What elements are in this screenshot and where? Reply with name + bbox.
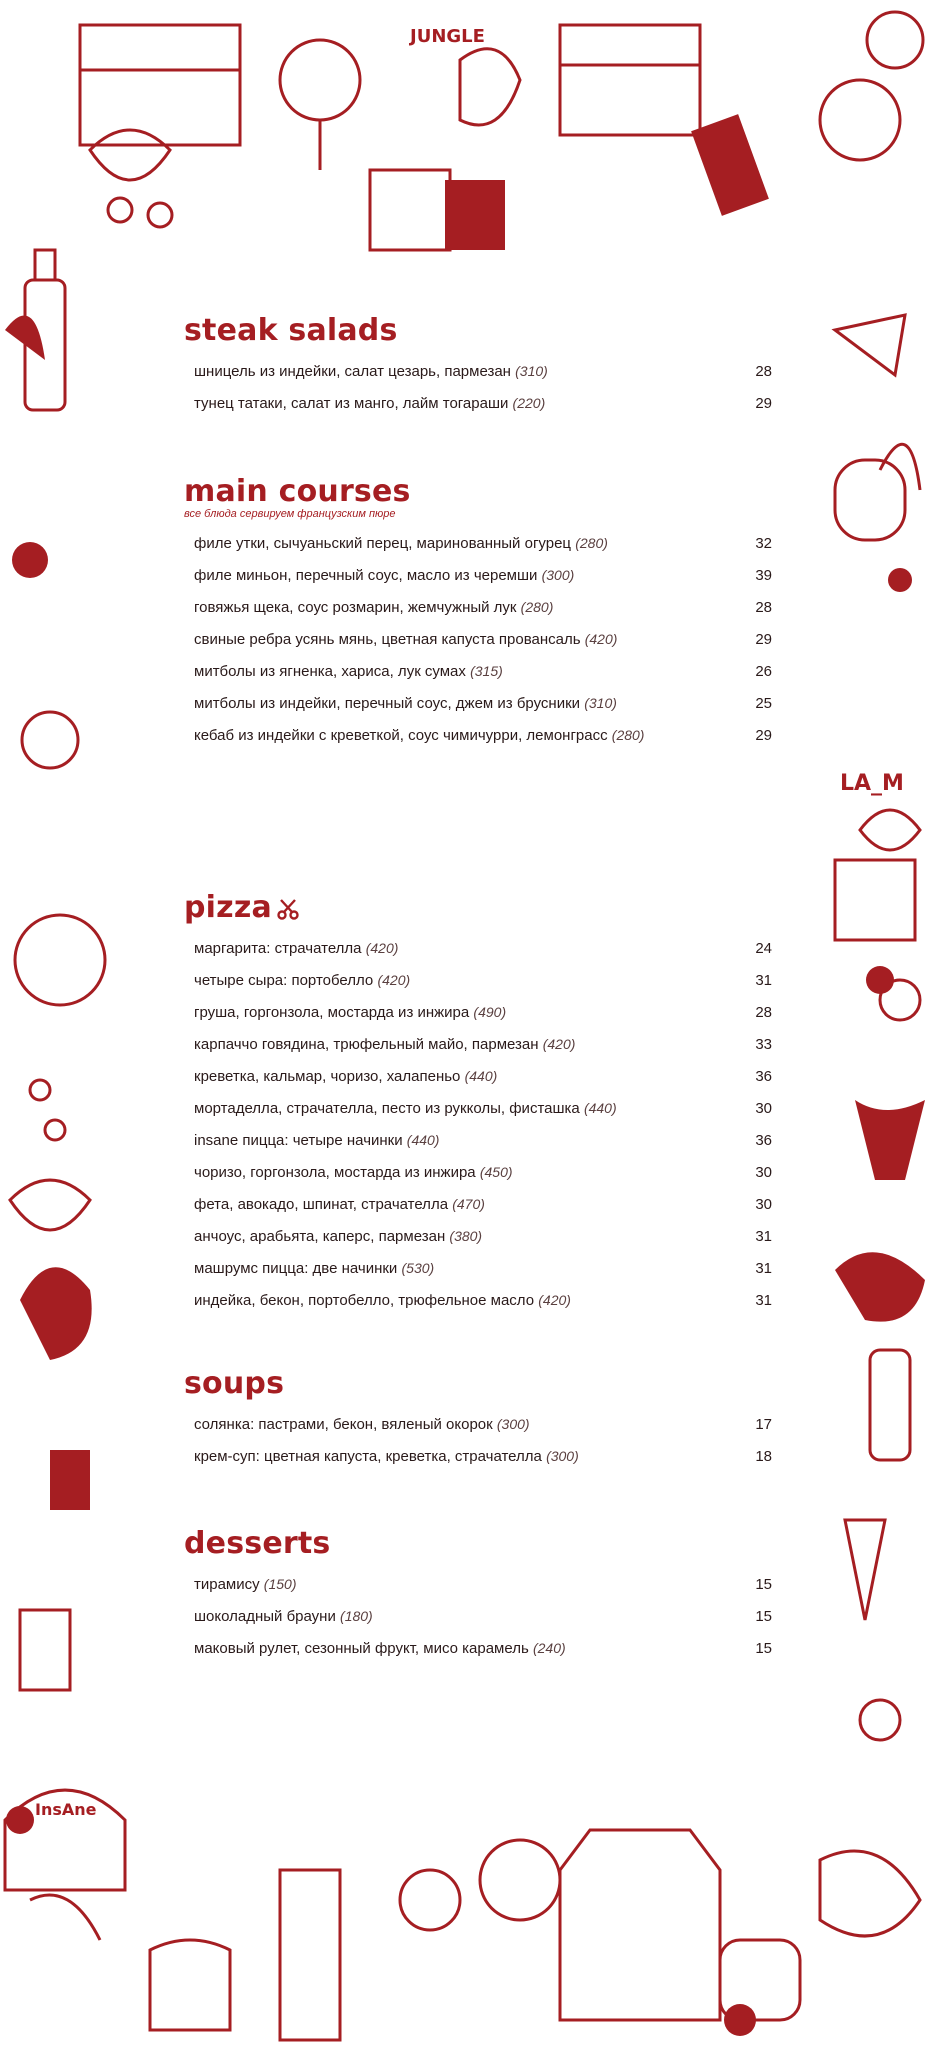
menu-item <box>184 939 784 958</box>
item-weight: (440) <box>583 1100 617 1116</box>
menu-item <box>184 1639 784 1658</box>
item-weight: (280) <box>520 599 554 615</box>
menu-item <box>184 1291 784 1310</box>
item-name: анчоус, арабьята, каперс, пармезан <box>194 1228 446 1245</box>
item-price: 28 <box>755 1004 772 1021</box>
item-name: солянка: пастрами, бекон, вяленый окорок <box>194 1416 493 1433</box>
item-name: индейка, бекон, портобелло, трюфельное масло <box>194 1292 535 1309</box>
item-price: 15 <box>755 1640 772 1657</box>
menu-item <box>184 1227 784 1246</box>
items-list <box>184 534 784 745</box>
piano-illustration-right <box>560 25 700 135</box>
item-name: свиные ребра усянь мянь, цветная капуста провансаль <box>194 631 581 648</box>
item-weight: (440) <box>406 1132 440 1148</box>
menu-item <box>184 534 784 553</box>
section-steak-salads <box>184 314 784 426</box>
item-weight: (310) <box>515 363 548 379</box>
item-name: чоризо, горгонзола, мостарда из инжира <box>194 1164 476 1181</box>
item-name: креветка, кальмар, чоризо, халапеньо <box>194 1068 461 1085</box>
item-price: 31 <box>755 1260 772 1277</box>
menu-item <box>184 1415 784 1434</box>
section-title <box>184 891 784 925</box>
item-name: шоколадный брауни <box>194 1608 336 1625</box>
menu-item <box>184 1607 784 1626</box>
item-price: 17 <box>755 1416 772 1433</box>
item-price: 29 <box>755 631 772 648</box>
menu-item <box>184 1131 784 1150</box>
item-price: 29 <box>755 395 772 412</box>
item-weight: (440) <box>464 1068 498 1084</box>
item-name: крем-суп: цветная капуста, креветка, страчателла <box>194 1448 542 1465</box>
item-name: четыре сыра: портобелло <box>194 972 374 989</box>
item-weight: (420) <box>584 631 618 647</box>
item-name: insane пицца: четыре начинки <box>194 1132 403 1149</box>
item-price: 15 <box>755 1608 772 1625</box>
menu-item <box>184 971 784 990</box>
tshirt-illustration <box>560 1830 720 2020</box>
section-title: steak salads <box>184 313 398 348</box>
item-name: филе утки, сычуаньский перец, маринованный огурец <box>194 535 572 552</box>
menu-item <box>184 598 784 617</box>
heart-illustration <box>860 810 920 850</box>
item-weight: (420) <box>377 972 411 988</box>
menu-item <box>184 566 784 585</box>
item-weight: (300) <box>541 567 575 583</box>
item-weight: (300) <box>546 1448 579 1464</box>
menu-item <box>184 1067 784 1086</box>
shirt-print: insane <box>600 1877 697 1907</box>
item-weight: (450) <box>479 1164 513 1180</box>
item-price: 39 <box>755 567 772 584</box>
item-name: тирамису <box>194 1576 260 1593</box>
item-weight: (240) <box>532 1640 566 1656</box>
item-price: 31 <box>755 972 772 989</box>
scissors-icon <box>276 897 300 921</box>
menu-item <box>184 394 784 413</box>
menu-item <box>184 1163 784 1182</box>
item-weight: (310) <box>584 695 617 711</box>
item-price: 25 <box>755 695 772 712</box>
menu-item <box>184 1003 784 1022</box>
item-weight: (420) <box>538 1292 571 1308</box>
section-note: все блюда сервируем французским пюре <box>184 508 396 520</box>
item-price: 31 <box>755 1292 772 1309</box>
item-price: 30 <box>755 1164 772 1181</box>
item-name: маргарита: страчателла <box>194 940 362 957</box>
items-list <box>184 1575 784 1658</box>
menu-item <box>184 630 784 649</box>
item-price: 36 <box>755 1132 772 1149</box>
menu-item <box>184 1447 784 1466</box>
item-weight: (380) <box>449 1228 483 1244</box>
item-price: 32 <box>755 535 772 552</box>
item-name: фета, авокадо, шпинат, страчателла <box>194 1196 449 1213</box>
item-weight: (150) <box>263 1576 297 1592</box>
item-weight: (420) <box>542 1036 576 1052</box>
section-desserts <box>184 1527 784 1671</box>
items-list <box>184 939 784 1310</box>
item-name: мортаделла, страчателла, песто из рукколы, фисташка <box>194 1100 580 1117</box>
item-name: митболы из ягненка, хариса, лук сумах <box>194 663 466 680</box>
item-name: маковый рулет, сезонный фрукт, мисо карамель <box>194 1640 529 1657</box>
item-price: 26 <box>755 663 772 680</box>
menu-item <box>184 694 784 713</box>
item-weight: (180) <box>340 1608 373 1624</box>
section-title-text: pizza <box>184 890 272 925</box>
item-name: говяжья щека, соус розмарин, жемчужный лук <box>194 599 517 616</box>
menu-item <box>184 662 784 681</box>
items-list <box>184 362 784 413</box>
item-price: 29 <box>755 727 772 744</box>
item-price: 24 <box>755 940 772 957</box>
item-weight: (220) <box>512 395 546 411</box>
item-price: 36 <box>755 1068 772 1085</box>
item-weight: (280) <box>611 727 645 743</box>
item-price: 28 <box>755 363 772 380</box>
menu-item <box>184 1099 784 1118</box>
menu-item <box>184 726 784 745</box>
menu-item <box>184 1195 784 1214</box>
section-title: main courses <box>184 474 411 509</box>
item-price: 31 <box>755 1228 772 1245</box>
item-name: шницель из индейки, салат цезарь, пармезан <box>194 363 511 380</box>
menu-panel <box>117 257 827 1790</box>
item-name: филе миньон, перечный соус, масло из черемши <box>194 567 538 584</box>
item-price: 30 <box>755 1196 772 1213</box>
piano-illustration <box>80 25 240 145</box>
menu-item <box>184 1259 784 1278</box>
wine-glass-illustration <box>280 40 360 120</box>
oven-sign: InsAne <box>35 1800 97 1819</box>
heart-sign: LA_M <box>840 771 904 796</box>
item-weight: (300) <box>496 1416 530 1432</box>
item-weight: (315) <box>470 663 503 679</box>
item-weight: (420) <box>365 940 399 956</box>
item-price: 30 <box>755 1100 772 1117</box>
item-weight: (280) <box>575 535 608 551</box>
section-title: desserts <box>184 1526 331 1561</box>
section-main-courses <box>184 475 784 758</box>
item-name: карпаччо говядина, трюфельный майо, пармезан <box>194 1036 539 1053</box>
section-soups <box>184 1367 784 1479</box>
menu-item <box>184 1575 784 1594</box>
item-price: 18 <box>755 1448 772 1465</box>
item-name: тунец татаки, салат из манго, лайм тогараши <box>194 395 509 412</box>
item-weight: (470) <box>452 1196 485 1212</box>
item-weight: (490) <box>473 1004 507 1020</box>
pizza-slice-illustration <box>835 315 905 375</box>
jungle-sign: JUNGLE <box>410 26 485 47</box>
section-title: soups <box>184 1366 285 1401</box>
item-name: кебаб из индейки с креветкой, соус чимичурри, лемонграсс <box>194 727 608 744</box>
item-name: груша, горгонзола, мостарда из инжира <box>194 1004 470 1021</box>
item-price: 15 <box>755 1576 772 1593</box>
menu-item <box>184 362 784 381</box>
section-pizza <box>184 891 784 1323</box>
item-price: 28 <box>755 599 772 616</box>
items-list <box>184 1415 784 1466</box>
item-weight: (530) <box>401 1260 435 1276</box>
item-name: митболы из индейки, перечный соус, джем из брусники <box>194 695 581 712</box>
menu-item <box>184 1035 784 1054</box>
item-price: 33 <box>755 1036 772 1053</box>
item-name: машрумс пицца: две начинки <box>194 1260 398 1277</box>
